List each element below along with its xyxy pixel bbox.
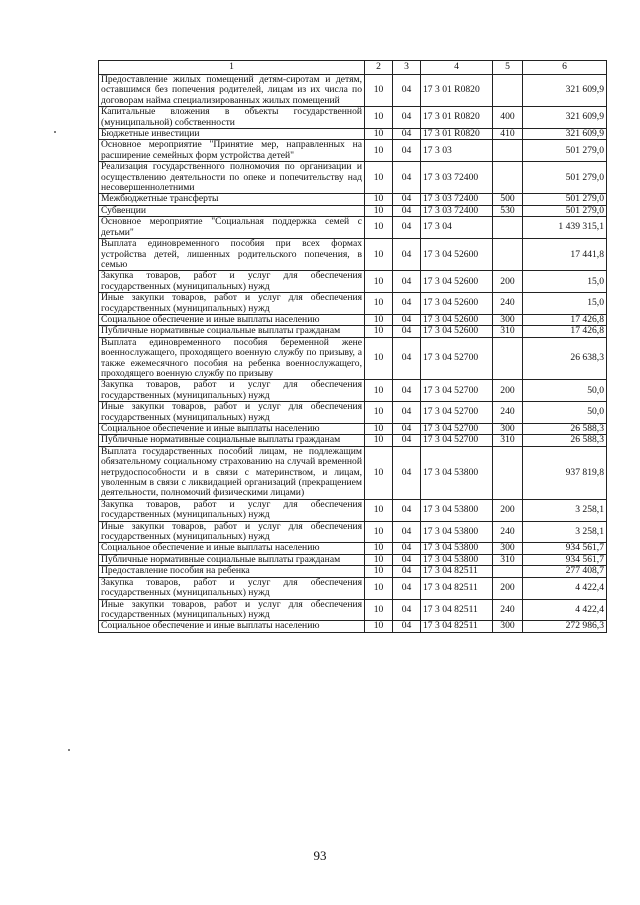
row-name-cell: Выплата государственных пособий лицам, не подлежащим обязательному социальному страхованию на случай временной нетрудоспособности и в связи с материнством, и лицам, уволенным в связи с ликвидацией организаций (прекращением деятельности, полномочий физическими лицами) [99,446,365,499]
amount-cell: 26 638,3 [523,337,607,380]
expense-type-cell: 310 [493,435,523,446]
amount-cell: 50,0 [523,402,607,424]
page-number: 93 [313,848,327,863]
section-cell: 10 [365,140,393,162]
table-row [99,205,607,216]
expense-type-cell: 300 [493,314,523,325]
budget-table [98,60,607,633]
table-header-row [99,61,607,75]
section-cell: 10 [365,162,393,194]
subsection-cell: 04 [393,435,421,446]
table-row [99,435,607,446]
target-article-cell: 17 3 03 [421,140,493,162]
amount-cell: 321 609,9 [523,129,607,140]
row-name-cell: Закупка товаров, работ и услуг для обеспечения государственных (муниципальных) нужд [99,577,365,599]
subsection-cell: 04 [393,577,421,599]
amount-cell: 501 279,0 [523,140,607,162]
section-cell: 10 [365,621,393,632]
row-name-cell: Иные закупки товаров, работ и услуг для обеспечения государственных (муниципальных) нужд [99,521,365,543]
target-article-cell: 17 3 04 53800 [421,499,493,521]
row-name-cell: Предоставление жилых помещений детям-сиротам и детям, оставшимся без попечения родителей, лицам из их числа по договорам найма специализированных жилых помещений [99,75,365,107]
subsection-cell: 04 [393,499,421,521]
target-article-cell: 17 3 04 [421,217,493,239]
subsection-cell: 04 [393,380,421,402]
row-name-cell: Межбюджетные трансферты [99,194,365,205]
target-article-cell: 17 3 01 R0820 [421,129,493,140]
subsection-cell: 04 [393,129,421,140]
table-row [99,577,607,599]
amount-cell: 272 986,3 [523,621,607,632]
expense-type-cell: 300 [493,543,523,554]
target-article-cell: 17 3 04 82511 [421,599,493,621]
subsection-cell: 04 [393,326,421,337]
amount-cell: 501 279,0 [523,162,607,194]
amount-cell: 934 561,7 [523,554,607,565]
expense-type-cell: 200 [493,271,523,293]
row-name-cell: Социальное обеспечение и иные выплаты населению [99,543,365,554]
subsection-cell: 04 [393,621,421,632]
amount-cell: 26 588,3 [523,424,607,435]
subsection-cell: 04 [393,446,421,499]
amount-cell: 15,0 [523,293,607,315]
row-name-cell: Субвенции [99,205,365,216]
expense-type-cell: 200 [493,380,523,402]
table-row [99,554,607,565]
section-cell: 10 [365,75,393,107]
target-article-cell: 17 3 04 52700 [421,435,493,446]
table-row [99,521,607,543]
expense-type-cell [493,566,523,577]
table-row [99,194,607,205]
section-cell: 10 [365,402,393,424]
row-name-cell: Бюджетные инвестиции [99,129,365,140]
amount-cell: 3 258,1 [523,499,607,521]
target-article-cell: 17 3 03 72400 [421,205,493,216]
expense-type-cell: 240 [493,293,523,315]
row-name-cell: Основное мероприятие "Социальная поддержка семей с детьми" [99,217,365,239]
table-row [99,424,607,435]
expense-type-cell: 410 [493,129,523,140]
expense-type-cell [493,162,523,194]
section-cell: 10 [365,446,393,499]
row-name-cell: Публичные нормативные социальные выплаты гражданам [99,554,365,565]
expense-type-cell [493,75,523,107]
expense-type-cell: 500 [493,194,523,205]
amount-cell: 26 588,3 [523,435,607,446]
expense-type-cell: 240 [493,521,523,543]
expense-type-cell: 240 [493,402,523,424]
column-header: 6 [523,61,607,75]
section-cell: 10 [365,217,393,239]
amount-cell: 321 609,9 [523,107,607,129]
row-name-cell: Закупка товаров, работ и услуг для обеспечения государственных (муниципальных) нужд [99,499,365,521]
expense-type-cell: 530 [493,205,523,216]
table-row [99,217,607,239]
target-article-cell: 17 3 03 72400 [421,194,493,205]
table-body [99,75,607,633]
table-row [99,566,607,577]
target-article-cell: 17 3 04 53800 [421,446,493,499]
subsection-cell: 04 [393,566,421,577]
amount-cell: 501 279,0 [523,194,607,205]
target-article-cell: 17 3 04 82511 [421,621,493,632]
table-row [99,107,607,129]
target-article-cell: 17 3 04 52700 [421,380,493,402]
expense-type-cell [493,337,523,380]
expense-type-cell: 310 [493,326,523,337]
expense-type-cell: 300 [493,621,523,632]
target-article-cell: 17 3 04 53800 [421,554,493,565]
amount-cell: 17 426,8 [523,314,607,325]
amount-cell: 17 426,8 [523,326,607,337]
expense-type-cell: 310 [493,554,523,565]
row-name-cell: Публичные нормативные социальные выплаты гражданам [99,435,365,446]
table-row [99,75,607,107]
amount-cell: 277 408,7 [523,566,607,577]
section-cell: 10 [365,435,393,446]
target-article-cell: 17 3 03 72400 [421,162,493,194]
subsection-cell: 04 [393,314,421,325]
amount-cell: 501 279,0 [523,205,607,216]
expense-type-cell [493,217,523,239]
table-row [99,621,607,632]
amount-cell: 15,0 [523,271,607,293]
table-row [99,380,607,402]
row-name-cell: Выплата единовременного пособия беременной жене военнослужащего, проходящего военную службу по призыву, а также ежемесячного пособия на ребенка военнослужащего, проходящего военную службу по призыву [99,337,365,380]
expense-type-cell: 200 [493,499,523,521]
table-row [99,140,607,162]
table-row [99,402,607,424]
target-article-cell: 17 3 01 R0820 [421,75,493,107]
table-row [99,543,607,554]
expense-type-cell [493,140,523,162]
subsection-cell: 04 [393,543,421,554]
expense-type-cell: 200 [493,577,523,599]
subsection-cell: 04 [393,217,421,239]
target-article-cell: 17 3 04 53800 [421,521,493,543]
target-article-cell: 17 3 04 52600 [421,314,493,325]
section-cell: 10 [365,239,393,271]
target-article-cell: 17 3 04 52700 [421,337,493,380]
subsection-cell: 04 [393,599,421,621]
table-row [99,314,607,325]
subsection-cell: 04 [393,424,421,435]
row-name-cell: Иные закупки товаров, работ и услуг для обеспечения государственных (муниципальных) нужд [99,402,365,424]
target-article-cell: 17 3 01 R0820 [421,107,493,129]
expense-type-cell: 240 [493,599,523,621]
column-header: 1 [99,61,365,75]
table-row [99,239,607,271]
amount-cell: 934 561,7 [523,543,607,554]
column-header: 5 [493,61,523,75]
subsection-cell: 04 [393,293,421,315]
table-row [99,446,607,499]
expense-type-cell [493,446,523,499]
section-cell: 10 [365,566,393,577]
subsection-cell: 04 [393,554,421,565]
column-header: 4 [421,61,493,75]
target-article-cell: 17 3 04 52600 [421,271,493,293]
section-cell: 10 [365,271,393,293]
subsection-cell: 04 [393,75,421,107]
subsection-cell: 04 [393,205,421,216]
section-cell: 10 [365,326,393,337]
section-cell: 10 [365,543,393,554]
scan-speck [68,749,70,751]
table-row [99,162,607,194]
row-name-cell: Выплата единовременного пособия при всех формах устройства детей, лишенных родительского попечения, в семью [99,239,365,271]
subsection-cell: 04 [393,162,421,194]
table-row [99,499,607,521]
scan-speck [54,131,56,133]
amount-cell: 321 609,9 [523,75,607,107]
amount-cell: 4 422,4 [523,577,607,599]
section-cell: 10 [365,499,393,521]
section-cell: 10 [365,337,393,380]
row-name-cell: Социальное обеспечение и иные выплаты населению [99,424,365,435]
table-row [99,271,607,293]
expense-type-cell: 400 [493,107,523,129]
row-name-cell: Основное мероприятие "Принятие мер, направленных на расширение семейных форм устройства детей" [99,140,365,162]
amount-cell: 3 258,1 [523,521,607,543]
row-name-cell: Предоставление пособия на ребенка [99,566,365,577]
subsection-cell: 04 [393,239,421,271]
target-article-cell: 17 3 04 52700 [421,424,493,435]
amount-cell: 50,0 [523,380,607,402]
amount-cell: 4 422,4 [523,599,607,621]
column-header: 2 [365,61,393,75]
target-article-cell: 17 3 04 52600 [421,326,493,337]
table-row [99,326,607,337]
subsection-cell: 04 [393,402,421,424]
target-article-cell: 17 3 04 52600 [421,239,493,271]
column-header: 3 [393,61,421,75]
section-cell: 10 [365,577,393,599]
target-article-cell: 17 3 04 53800 [421,543,493,554]
section-cell: 10 [365,521,393,543]
subsection-cell: 04 [393,194,421,205]
section-cell: 10 [365,314,393,325]
section-cell: 10 [365,129,393,140]
section-cell: 10 [365,293,393,315]
row-name-cell: Капитальные вложения в объекты государственной (муниципальной) собственности [99,107,365,129]
table-row [99,599,607,621]
section-cell: 10 [365,554,393,565]
amount-cell: 17 441,8 [523,239,607,271]
section-cell: 10 [365,424,393,435]
subsection-cell: 04 [393,337,421,380]
section-cell: 10 [365,205,393,216]
target-article-cell: 17 3 04 82511 [421,566,493,577]
section-cell: 10 [365,107,393,129]
section-cell: 10 [365,194,393,205]
amount-cell: 937 819,8 [523,446,607,499]
row-name-cell: Социальное обеспечение и иные выплаты населению [99,621,365,632]
amount-cell: 1 439 315,1 [523,217,607,239]
row-name-cell: Социальное обеспечение и иные выплаты населению [99,314,365,325]
section-cell: 10 [365,599,393,621]
target-article-cell: 17 3 04 52700 [421,402,493,424]
row-name-cell: Иные закупки товаров, работ и услуг для обеспечения государственных (муниципальных) нужд [99,599,365,621]
table-row [99,129,607,140]
subsection-cell: 04 [393,107,421,129]
row-name-cell: Реализация государственного полномочия по организации и осуществлению деятельности по опеке и попечительству над несовершеннолетними [99,162,365,194]
table-row [99,337,607,380]
subsection-cell: 04 [393,271,421,293]
row-name-cell: Закупка товаров, работ и услуг для обеспечения государственных (муниципальных) нужд [99,271,365,293]
subsection-cell: 04 [393,140,421,162]
section-cell: 10 [365,380,393,402]
table-row [99,293,607,315]
row-name-cell: Публичные нормативные социальные выплаты гражданам [99,326,365,337]
subsection-cell: 04 [393,521,421,543]
row-name-cell: Иные закупки товаров, работ и услуг для обеспечения государственных (муниципальных) нужд [99,293,365,315]
expense-type-cell [493,239,523,271]
row-name-cell: Закупка товаров, работ и услуг для обеспечения государственных (муниципальных) нужд [99,380,365,402]
expense-type-cell: 300 [493,424,523,435]
target-article-cell: 17 3 04 52600 [421,293,493,315]
target-article-cell: 17 3 04 82511 [421,577,493,599]
